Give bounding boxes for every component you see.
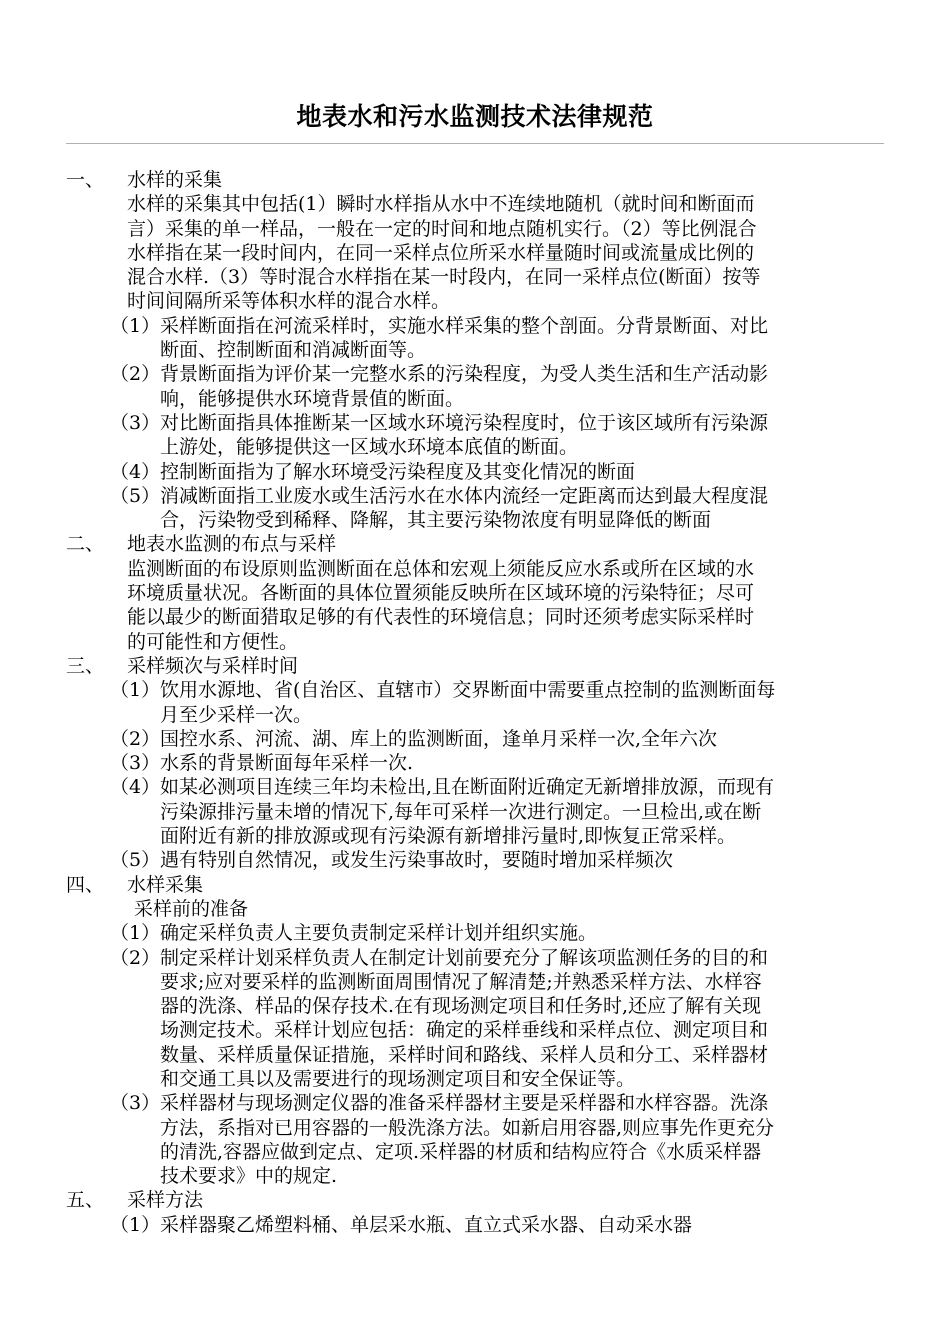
item-number: （1） xyxy=(110,679,161,702)
item-number: （1） xyxy=(110,922,161,945)
list-item xyxy=(0,727,950,751)
paragraph-text: 水样的采集其中包括(1）瞬时水样指从水中不连续地随机（就时间和断面而 xyxy=(127,193,755,216)
paragraph-line xyxy=(0,217,950,241)
item-text: 遇有特别自然情况，或发生污染事故时，要随时增加采样频次 xyxy=(160,849,674,872)
list-item-continuation xyxy=(0,824,950,848)
item-text: 对比断面指具体推断某一区域水环境污染程度时，位于该区域所有污染源 xyxy=(160,411,769,434)
item-text: 制定采样计划采样负责人在制定计划前要充分了解该项监测任务的目的和 xyxy=(160,946,769,969)
item-number: （3） xyxy=(110,1092,161,1115)
item-number: （4） xyxy=(110,776,161,799)
paragraph-text: 监测断面的布设原则监测断面在总体和宏观上须能反应水系或所在区域的水 xyxy=(127,557,755,580)
list-item xyxy=(0,946,950,970)
paragraph-line xyxy=(0,557,950,581)
paragraph-line xyxy=(0,265,950,289)
document-body xyxy=(0,168,950,1237)
item-number: （2） xyxy=(110,727,161,750)
item-text: 的清洗,容器应做到定点、定项.采样器的材质和结构应符合《水质采样器 xyxy=(160,1140,762,1163)
section-title: 地表水监测的布点与采样 xyxy=(127,533,337,556)
section-number: 五、 xyxy=(66,1189,105,1212)
list-item xyxy=(0,1091,950,1115)
list-item xyxy=(0,775,950,799)
paragraph-text: 能以最少的断面猎取足够的有代表性的环境信息；同时还须考虑实际采样时 xyxy=(127,606,755,629)
subheading-line xyxy=(0,897,950,921)
item-text: 消减断面指工业废水或生活污水在水体内流经一定距离而达到最大程度混 xyxy=(160,484,769,507)
paragraph-text: 的可能性和方便性。 xyxy=(127,630,299,653)
list-item-continuation xyxy=(0,703,950,727)
paragraph-line xyxy=(0,241,950,265)
list-item-continuation xyxy=(0,435,950,459)
item-text: 响，能够提供水环境背景值的断面。 xyxy=(160,387,465,410)
paragraph-line xyxy=(0,581,950,605)
list-item-continuation xyxy=(0,387,950,411)
item-text: 饮用水源地、省(自治区、直辖市）交界断面中需要重点控制的监测断面每 xyxy=(160,679,776,702)
list-item-continuation xyxy=(0,994,950,1018)
item-text: 污染源排污量未增的情况下,每年可采样一次进行测定。一旦检出,或在断 xyxy=(160,800,762,823)
item-text: 采样断面指在河流采样时，实施水样采集的整个剖面。分背景断面、对比 xyxy=(160,314,769,337)
item-number: （4） xyxy=(110,460,161,483)
list-item xyxy=(0,314,950,338)
item-text: 采样器聚乙烯塑料桶、单层采水瓶、直立式采水器、自动采水器 xyxy=(160,1213,693,1236)
section-heading xyxy=(0,532,950,556)
section-title: 水样的采集 xyxy=(127,169,223,191)
paragraph-line xyxy=(0,289,950,313)
item-text: 技术要求》中的规定. xyxy=(160,1165,338,1188)
section-number: 二、 xyxy=(66,533,105,556)
paragraph-text: 言）采集的单一样品，一般在一定的时间和地点随机实行。（2）等比例混合 xyxy=(127,217,757,240)
list-item xyxy=(0,848,950,872)
list-item-continuation xyxy=(0,1018,950,1042)
list-item-continuation xyxy=(0,1067,950,1091)
item-number: （3） xyxy=(110,411,161,434)
item-number: （3） xyxy=(110,752,161,775)
item-number: （1） xyxy=(110,1213,161,1236)
section-title: 采样频次与采样时间 xyxy=(127,654,299,677)
item-text: 背景断面指为评价某一完整水系的污染程度，为受人类生活和生产活动影 xyxy=(160,363,769,386)
item-text: 国控水系、河流、湖、库上的监测断面，逢单月采样一次,全年六次 xyxy=(160,727,718,750)
item-text: 采样器材与现场测定仪器的准备采样器材主要是采样器和水样容器。洗涤 xyxy=(160,1092,769,1115)
section-title: 采样方法 xyxy=(127,1189,204,1212)
list-item xyxy=(0,678,950,702)
list-item-continuation xyxy=(0,1164,950,1188)
list-item xyxy=(0,460,950,484)
item-text: 控制断面指为了解水环境受污染程度及其变化情况的断面 xyxy=(160,460,636,483)
list-item xyxy=(0,1213,950,1237)
section-heading xyxy=(0,654,950,678)
item-number: （2） xyxy=(110,946,161,969)
item-text: 场测定技术。采样计划应包括：确定的采样垂线和采样点位、测定项目和 xyxy=(160,1019,769,1042)
list-item-continuation xyxy=(0,338,950,362)
list-item xyxy=(0,484,950,508)
title-divider xyxy=(66,143,884,144)
section-heading xyxy=(0,873,950,897)
item-number: （5） xyxy=(110,484,161,507)
item-number: （5） xyxy=(110,849,161,872)
item-number: （2） xyxy=(110,363,161,386)
item-text: 方法，系指对已用容器的一般洗涤方法。如新启用容器,则应事先作更充分 xyxy=(160,1116,775,1139)
paragraph-text: 水样指在某一段时间内，在同一采样点位所采水样量随时间或流量成比例的 xyxy=(127,241,755,264)
item-text: 确定采样负责人主要负责制定采样计划并组织实施。 xyxy=(160,922,598,945)
item-number: （1） xyxy=(110,314,161,337)
item-text: 要求;应对要采样的监测断面周围情况了解清楚;并熟悉采样方法、水样容 xyxy=(160,970,762,993)
section-number: 四、 xyxy=(66,873,105,896)
list-item-continuation xyxy=(0,1043,950,1067)
list-item-continuation xyxy=(0,800,950,824)
item-text: 合，污染物受到稀释、降解，其主要污染物浓度有明显降低的断面 xyxy=(160,509,712,532)
list-item xyxy=(0,751,950,775)
item-text: 如某必测项目连续三年均未检出,且在断面附近确定无新增排放源，而现有 xyxy=(160,776,775,799)
item-text: 和交通工具以及需要进行的现场测定项目和安全保证等。 xyxy=(160,1067,636,1090)
section-heading xyxy=(0,1188,950,1212)
paragraph-line xyxy=(0,605,950,629)
item-text: 数量、采样质量保证措施，采样时间和路线、采样人员和分工、采样器材 xyxy=(160,1043,769,1066)
paragraph-text: 混合水样.（3）等时混合水样指在某一时段内，在同一采样点位(断面）按等 xyxy=(127,266,761,289)
list-item-continuation xyxy=(0,970,950,994)
paragraph-line xyxy=(0,192,950,216)
item-text: 上游处，能够提供这一区域水环境本底值的断面。 xyxy=(160,436,579,459)
section-title: 水样采集 xyxy=(127,873,204,896)
list-item xyxy=(0,411,950,435)
list-item xyxy=(0,921,950,945)
item-text: 断面、控制断面和消减断面等。 xyxy=(160,339,427,362)
document-title: 地表水和污水监测技术法律规范 xyxy=(296,102,654,131)
item-text: 月至少采样一次。 xyxy=(160,703,313,726)
list-item-continuation xyxy=(0,1140,950,1164)
item-text: 水系的背景断面每年采样一次. xyxy=(160,752,414,775)
section-heading xyxy=(0,168,950,192)
paragraph-text: 环境质量状况。各断面的具体位置须能反映所在区域环境的污染特征；尽可 xyxy=(127,582,755,605)
item-text: 器的洗涤、样品的保存技术.在有现场测定项目和任务时,还应了解有关现 xyxy=(160,995,762,1018)
paragraph-line xyxy=(0,630,950,654)
section-number: 三、 xyxy=(66,654,105,677)
list-item xyxy=(0,362,950,386)
subheading-text: 采样前的准备 xyxy=(134,897,249,920)
section-number: 一、 xyxy=(66,169,105,191)
item-text: 面附近有新的排放源或现有污染源有新增排污量时,即恢复正常采样。 xyxy=(160,825,737,848)
list-item-continuation xyxy=(0,1116,950,1140)
list-item-continuation xyxy=(0,508,950,532)
paragraph-text: 时间间隔所采等体积水样的混合水样。 xyxy=(127,290,451,313)
